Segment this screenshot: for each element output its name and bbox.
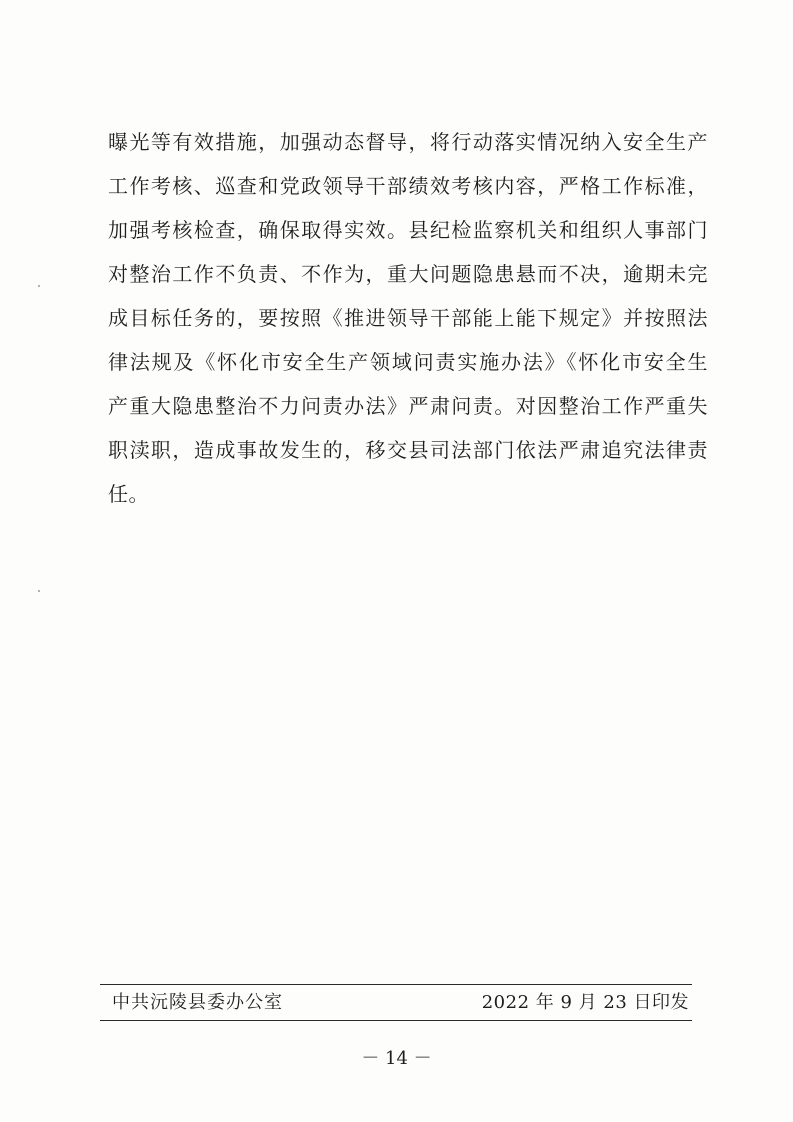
footer-bottom-rule: [100, 1020, 692, 1021]
footer-print-date: 2022 年 9 月 23 日印发: [481, 992, 689, 1013]
scan-speck: [38, 285, 40, 287]
text-line: 成目标任务的，要按照《推进领导干部能上能下规定》并按照法: [108, 306, 708, 330]
text-line: 产重大隐患整治不力问责办法》严肃问责。对因整治工作严重失: [108, 394, 708, 418]
scan-speck: [38, 590, 40, 592]
footer-issuer: 中共沅陵县委办公室: [112, 992, 283, 1013]
footer-top-rule: [100, 984, 692, 985]
text-line: 曝光等有效措施，加强动态督导，将行动落实情况纳入安全生产: [108, 130, 708, 154]
text-line: 任。: [108, 482, 149, 506]
text-line: 工作考核、巡查和党政领导干部绩效考核内容，严格工作标准，: [108, 174, 708, 198]
text-line: 职渎职，造成事故发生的，移交县司法部门依法严肃追究法律责: [108, 438, 708, 462]
text-line: 加强考核检查，确保取得实效。县纪检监察机关和组织人事部门: [108, 218, 708, 242]
page-number: － 14 －: [361, 1048, 432, 1069]
body-text: [108, 120, 708, 516]
text-line: 对整治工作不负责、不作为，重大问题隐患悬而不决，逾期未完: [108, 262, 708, 286]
text-line: 律法规及《怀化市安全生产领域问责实施办法》《怀化市安全生: [108, 350, 708, 374]
